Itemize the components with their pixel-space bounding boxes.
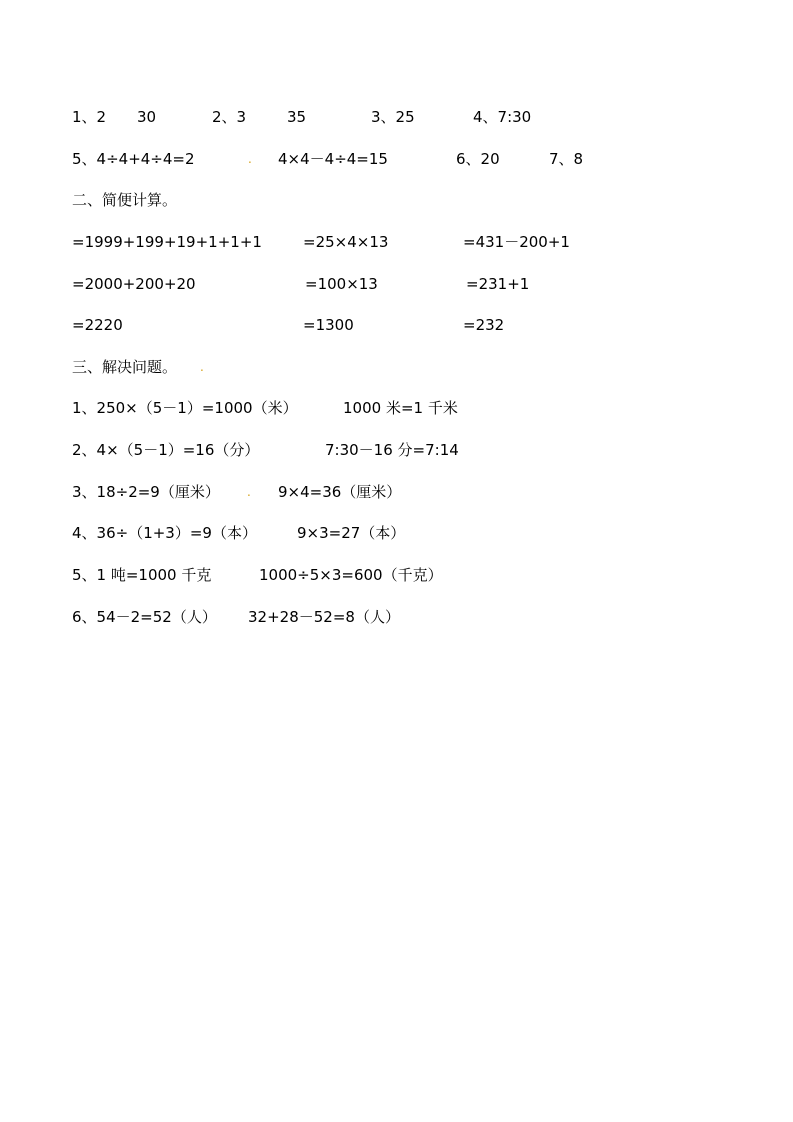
problem-1-equation: 1、250×（5－1）=1000（米） [72, 399, 298, 417]
problem-5 [0, 563, 793, 587]
problem-4-equation: 4、36÷（1+3）=9（本） [72, 524, 257, 542]
answer-7: 7、8 [549, 150, 584, 168]
problem-3-answer: 9×4=36（厘米） [278, 483, 402, 501]
problem-3-equation: 3、18÷2=9（厘米） [72, 483, 220, 501]
calc-col-3: =231+1 [466, 275, 530, 293]
problem-6-answer: 32+28－52=8（人） [248, 608, 400, 626]
section-heading-problem-solving [0, 355, 793, 379]
answer-5: 5、4÷4+4÷4=2 [72, 150, 195, 168]
problem-5-answer: 1000÷5×3=600（千克） [259, 566, 443, 584]
answer-2-second: 35 [287, 108, 307, 126]
calc-row-2 [0, 272, 793, 296]
answer-6: 6、20 [456, 150, 500, 168]
answer-1: 1、2 [72, 108, 107, 126]
answer-3: 3、25 [371, 108, 415, 126]
problem-3 [0, 480, 793, 504]
calc-col-3: =431－200+1 [463, 233, 570, 251]
calc-col-2: =1300 [303, 316, 354, 334]
calc-col-1: =2220 [72, 316, 123, 334]
answer-row-2 [0, 147, 793, 171]
section-2-heading: 二、简便计算。 [72, 191, 178, 209]
answer-2: 2、3 [212, 108, 247, 126]
calc-col-1: =1999+199+19+1+1+1 [72, 233, 262, 251]
stray-dot-mark: . [247, 485, 251, 499]
answer-4: 4、7:30 [473, 108, 532, 126]
problem-2-answer: 7:30－16 分=7:14 [325, 441, 459, 459]
problem-2 [0, 438, 793, 462]
section-3-heading: 三、解决问题。 [72, 358, 178, 376]
stray-dot-mark: . [200, 360, 204, 374]
problem-1 [0, 396, 793, 420]
answer-row-1 [0, 105, 793, 129]
calc-col-2: =25×4×13 [303, 233, 389, 251]
problem-6-equation: 6、54－2=52（人） [72, 608, 217, 626]
problem-6 [0, 605, 793, 629]
problem-2-equation: 2、4×（5－1）=16（分） [72, 441, 260, 459]
calc-col-1: =2000+200+20 [72, 275, 196, 293]
section-heading-simplified-calculation [0, 188, 793, 212]
problem-1-conversion: 1000 米=1 千米 [343, 399, 458, 417]
problem-5-conversion: 5、1 吨=1000 千克 [72, 566, 212, 584]
calc-row-3 [0, 313, 793, 337]
problem-4 [0, 521, 793, 545]
calc-col-2: =100×13 [305, 275, 378, 293]
problem-4-answer: 9×3=27（本） [297, 524, 406, 542]
answer-1-second: 30 [137, 108, 157, 126]
stray-dot-mark: . [248, 152, 252, 166]
answer-5-second: 4×4－4÷4=15 [278, 150, 388, 168]
calc-col-3: =232 [463, 316, 505, 334]
calc-row-1 [0, 230, 793, 254]
